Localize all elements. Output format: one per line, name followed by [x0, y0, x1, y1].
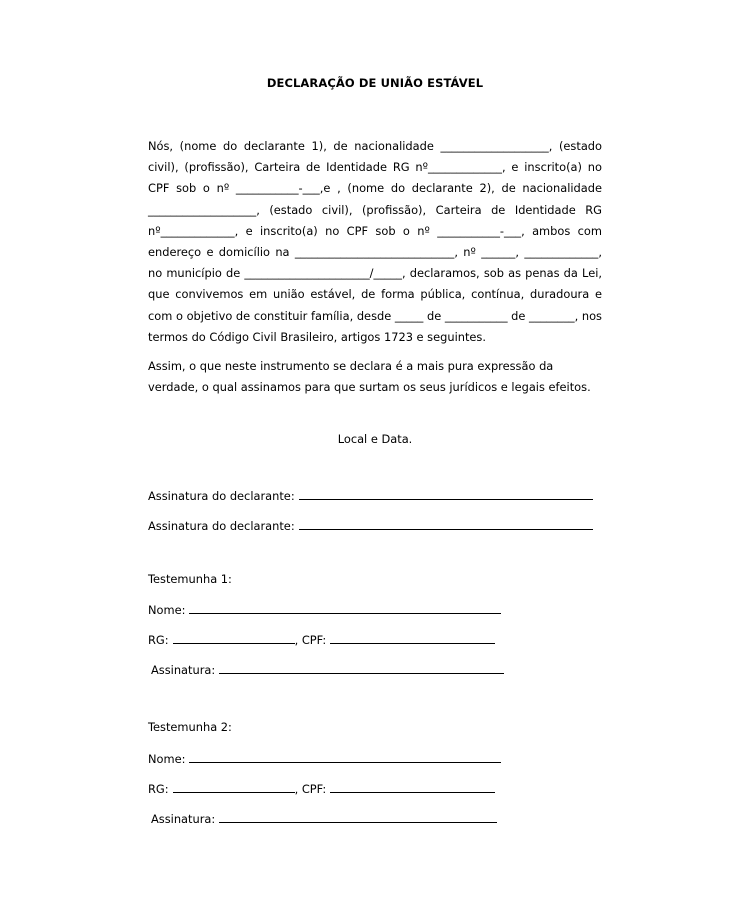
witness1-name-row: [148, 601, 501, 617]
witness2-cpf-line[interactable]: [330, 780, 495, 793]
local-and-date: Local e Data.: [337, 432, 413, 446]
declarant-signature-line-1[interactable]: [299, 487, 593, 500]
declaration-paragraph: [148, 136, 602, 348]
document-title: DECLARAÇÃO DE UNIÃO ESTÁVEL: [266, 76, 484, 90]
declarant-signature-row-1: [148, 487, 593, 503]
declarant-signature-label-2: Assinatura do declarante:: [148, 519, 295, 533]
witness2-cpf-label: , CPF:: [294, 782, 327, 796]
witness2-name-label: Nome:: [148, 752, 186, 766]
witness1-signature-label: Assinatura:: [151, 663, 216, 677]
declarant-signature-line-2[interactable]: [299, 517, 593, 530]
witness2-heading: Testemunha 2:: [148, 720, 232, 734]
witness1-name-label: Nome:: [148, 603, 186, 617]
witness2-rg-label: RG:: [148, 782, 169, 796]
witness1-name-line[interactable]: [189, 601, 501, 614]
witness1-rg-cpf-row: [148, 631, 495, 647]
declarant-signature-row-2: [148, 517, 593, 533]
witness2-signature-row: [151, 810, 497, 826]
witness2-rg-cpf-row: [148, 780, 495, 796]
witness1-rg-line[interactable]: [173, 631, 295, 644]
witness2-heading-row: [148, 720, 232, 734]
witness2-signature-label: Assinatura:: [151, 812, 216, 826]
witness1-signature-line[interactable]: [219, 661, 504, 674]
witness1-heading-row: [148, 572, 232, 586]
witness2-name-row: [148, 750, 501, 766]
witness1-heading: Testemunha 1:: [148, 572, 232, 586]
witness1-signature-row: [151, 661, 504, 677]
witness1-rg-label: RG:: [148, 633, 169, 647]
witness1-cpf-label: , CPF:: [294, 633, 327, 647]
declarant-signature-label-1: Assinatura do declarante:: [148, 489, 295, 503]
witness2-rg-line[interactable]: [173, 780, 295, 793]
witness2-signature-line[interactable]: [219, 810, 497, 823]
witness1-cpf-line[interactable]: [330, 631, 495, 644]
closing-paragraph: Assim, o que neste instrumento se declara é a mais pura expressão da verdade, o qual assinamos para que surtam os seus jurídicos e legais efeitos.: [148, 359, 591, 395]
witness2-name-line[interactable]: [189, 750, 501, 763]
declaration-paragraph-text: Nós, (nome do declarante 1), de nacionalidade ___________________, (estado civil), (profissão), Carteira de Identidade RG nº_____________, e inscrito(a) no CPF sob o nº ___________-___,e , (nome do declarante 2), de nacionalidade ___________________, (estado civil), (profissão), Carteira de Identidade RG nº_____________, e inscrito(a) no CPF sob o nº ___________-___, ambos com endereço e domicílio na ____________________________, nº ______, _____________, no município de ______________________/_____, declaramos, sob as penas da Lei, que convivemos em união estável, de forma pública, contínua, duradoura e com o objetivo de constituir família, desde _____ de ___________ de ________, nos termos do Código Civil Brasileiro, artigos 1723 e seguintes.: [148, 139, 602, 344]
